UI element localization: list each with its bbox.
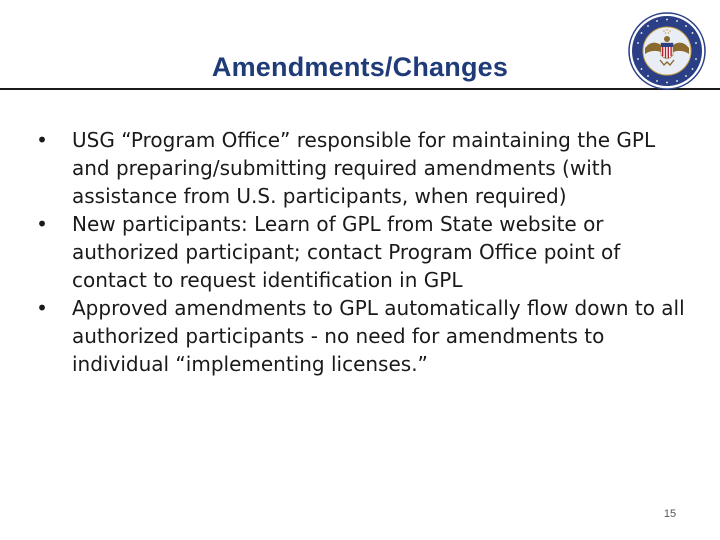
bullet-item — [26, 294, 686, 378]
bullet-icon: • — [36, 128, 48, 152]
bullet-text: USG “Program Office” responsible for maintaining the GPL and preparing/submitting required amendments (with assistance from U.S. participants, when required) — [72, 128, 656, 208]
bullet-list — [26, 126, 686, 378]
page-number: 15 — [663, 508, 677, 520]
bullet-item — [26, 126, 686, 210]
bullet-icon: • — [36, 212, 48, 236]
bullet-text: New participants: Learn of GPL from State website or authorized participant; contact Program Office point of contact to request identification in GPL — [72, 212, 621, 292]
bullet-icon: • — [36, 296, 48, 320]
title-divider — [0, 88, 720, 90]
department-of-state-seal-icon — [628, 12, 706, 90]
bullet-item — [26, 210, 686, 294]
slide-title: Amendments/Changes — [211, 52, 509, 82]
bullet-text: Approved amendments to GPL automatically flow down to all authorized participants - no need for amendments to individual “implementing licenses.” — [72, 296, 685, 376]
